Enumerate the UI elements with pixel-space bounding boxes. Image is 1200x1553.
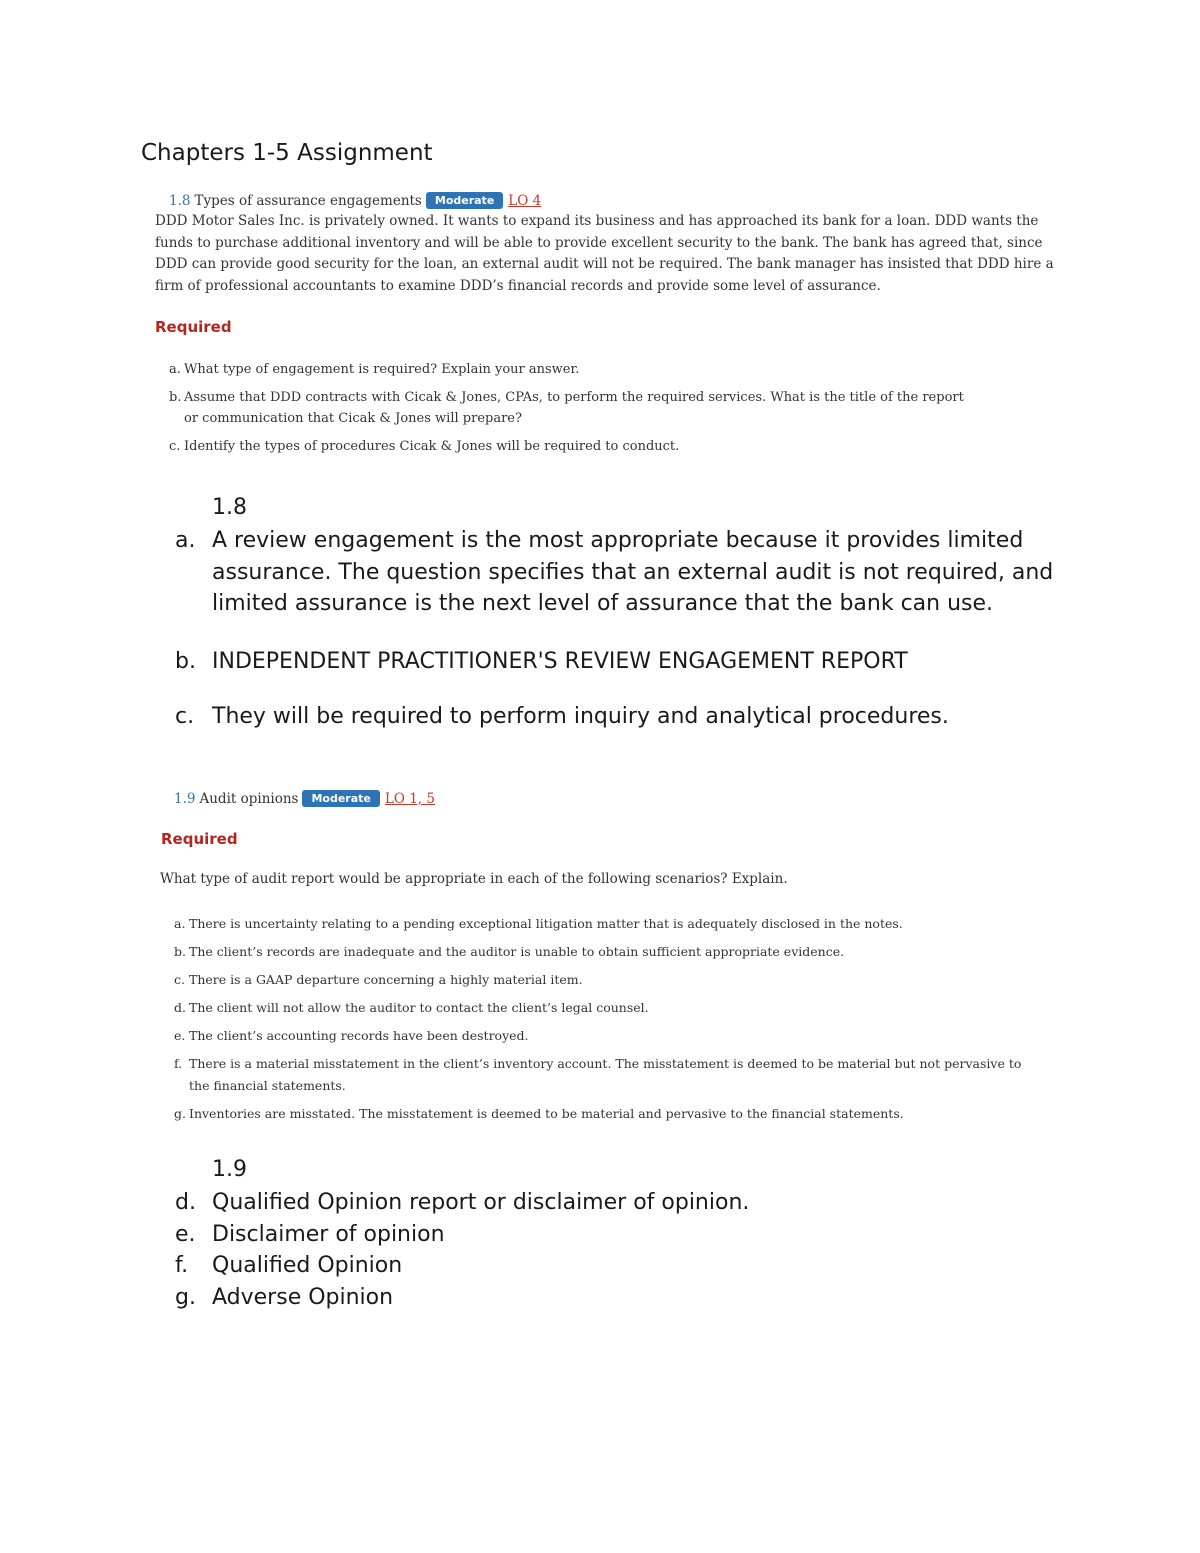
question-topic: Types of assurance engagements: [194, 192, 422, 209]
item-text: What type of engagement is required? Explain your answer.: [184, 362, 580, 377]
item-letter: a.: [169, 362, 181, 377]
list-item: [169, 387, 969, 430]
answer-text: Qualified Opinion: [212, 1253, 403, 1278]
answer-item: [175, 701, 1055, 733]
answer-number: 1.9: [212, 1157, 247, 1182]
item-letter: g.: [174, 1105, 186, 1121]
answer-item: [175, 646, 1055, 678]
item-text: There is a material misstatement in the client’s inventory account. The misstatement is deemed to be material but not pervasive to the financial statements.: [189, 1056, 1022, 1093]
item-letter: c.: [169, 438, 181, 454]
item-text: Assume that DDD contracts with Cicak & Jones, CPAs, to perform the required services. What is the title of the report or communication that Cicak & Jones will prepare?: [184, 389, 964, 426]
item-letter: f.: [174, 1056, 183, 1071]
difficulty-badge: Moderate: [302, 790, 379, 807]
list-item: [174, 1025, 1044, 1047]
list-item: [174, 913, 1044, 935]
item-text: There is a GAAP departure concerning a highly material item.: [189, 972, 583, 987]
learning-objective-link[interactable]: LO 4: [508, 192, 542, 209]
item-text: Identify the types of procedures Cicak & Jones will be required to conduct.: [184, 438, 680, 454]
answer-letter: c.: [175, 704, 195, 729]
item-letter: e.: [174, 1028, 186, 1043]
answer-1-8-list: [175, 525, 1055, 733]
question-header: [174, 790, 435, 807]
question-1-8-items: [169, 359, 969, 457]
answer-text: A review engagement is the most appropriate because it provides limited assurance. The question specifies that an external audit is not required, and limited assurance is the next level of assurance that the bank can use.: [212, 528, 1054, 616]
question-number: 1.8: [169, 192, 191, 209]
answer-item: [175, 1187, 1055, 1219]
required-heading: Required: [155, 318, 232, 336]
answer-letter: g.: [175, 1284, 196, 1310]
answer-item: [175, 1282, 1055, 1314]
item-text: Inventories are misstated. The misstatement is deemed to be material and pervasive to the financial statements.: [189, 1105, 904, 1121]
question-1-9-items: [174, 913, 1044, 1124]
item-text: The client’s accounting records have been destroyed.: [189, 1028, 529, 1043]
item-letter: a.: [174, 916, 186, 931]
item-letter: c.: [174, 972, 185, 987]
answer-item: [175, 1250, 1055, 1282]
answer-letter: e.: [175, 1221, 196, 1247]
answer-text: Adverse Opinion: [212, 1284, 394, 1310]
list-item: [174, 997, 1044, 1019]
answer-number: 1.8: [212, 495, 247, 520]
page-title: Chapters 1-5 Assignment: [141, 140, 433, 166]
list-item: [174, 941, 1044, 963]
answer-text: Qualified Opinion report or disclaimer of opinion.: [212, 1190, 750, 1215]
list-item: [169, 359, 969, 381]
item-letter: b.: [169, 389, 182, 405]
item-text: There is uncertainty relating to a pending exceptional litigation matter that is adequately disclosed in the notes.: [189, 916, 903, 931]
learning-objective-link[interactable]: LO 1, 5: [384, 790, 435, 807]
answer-letter: f.: [175, 1253, 189, 1278]
list-item: [169, 436, 969, 458]
item-letter: d.: [174, 1000, 186, 1015]
answer-item: [175, 525, 1055, 620]
item-text: The client’s records are inadequate and the auditor is unable to obtain sufficient appropriate evidence.: [189, 944, 845, 959]
question-1-8: [155, 192, 1055, 297]
answer-item: [175, 1219, 1055, 1251]
question-number: 1.9: [174, 790, 196, 807]
answer-1-9-list: [175, 1187, 1055, 1313]
item-text: The client will not allow the auditor to contact the client’s legal counsel.: [189, 1000, 649, 1015]
list-item: [174, 1053, 1044, 1096]
question-topic: Audit opinions: [199, 790, 299, 807]
item-letter: b.: [174, 944, 186, 959]
required-heading: Required: [161, 830, 238, 848]
question-1-9: [174, 790, 435, 807]
answer-letter: b.: [175, 648, 196, 674]
list-item: [174, 969, 1044, 991]
answer-text: INDEPENDENT PRACTITIONER'S REVIEW ENGAGEMENT REPORT: [212, 648, 908, 674]
question-header: [155, 192, 1055, 209]
question-body: DDD Motor Sales Inc. is privately owned. It wants to expand its business and has approached its bank for a loan. DDD wants the funds to purchase additional inventory and will be able to provide excellent security to the bank. The bank has agreed that, since DDD can provide good security for the loan, an external audit will not be required. The bank manager has insisted that DDD hire a firm of professional accountants to examine DDD’s financial records and provide some level of assurance.: [155, 213, 1054, 294]
difficulty-badge: Moderate: [426, 192, 503, 209]
answer-letter: a.: [175, 528, 196, 553]
list-item: [174, 1103, 1044, 1125]
answer-letter: d.: [175, 1190, 196, 1215]
answer-text: Disclaimer of opinion: [212, 1221, 445, 1247]
question-intro: What type of audit report would be appropriate in each of the following scenarios? Explain.: [160, 871, 788, 887]
answer-text: They will be required to perform inquiry and analytical procedures.: [212, 704, 949, 729]
